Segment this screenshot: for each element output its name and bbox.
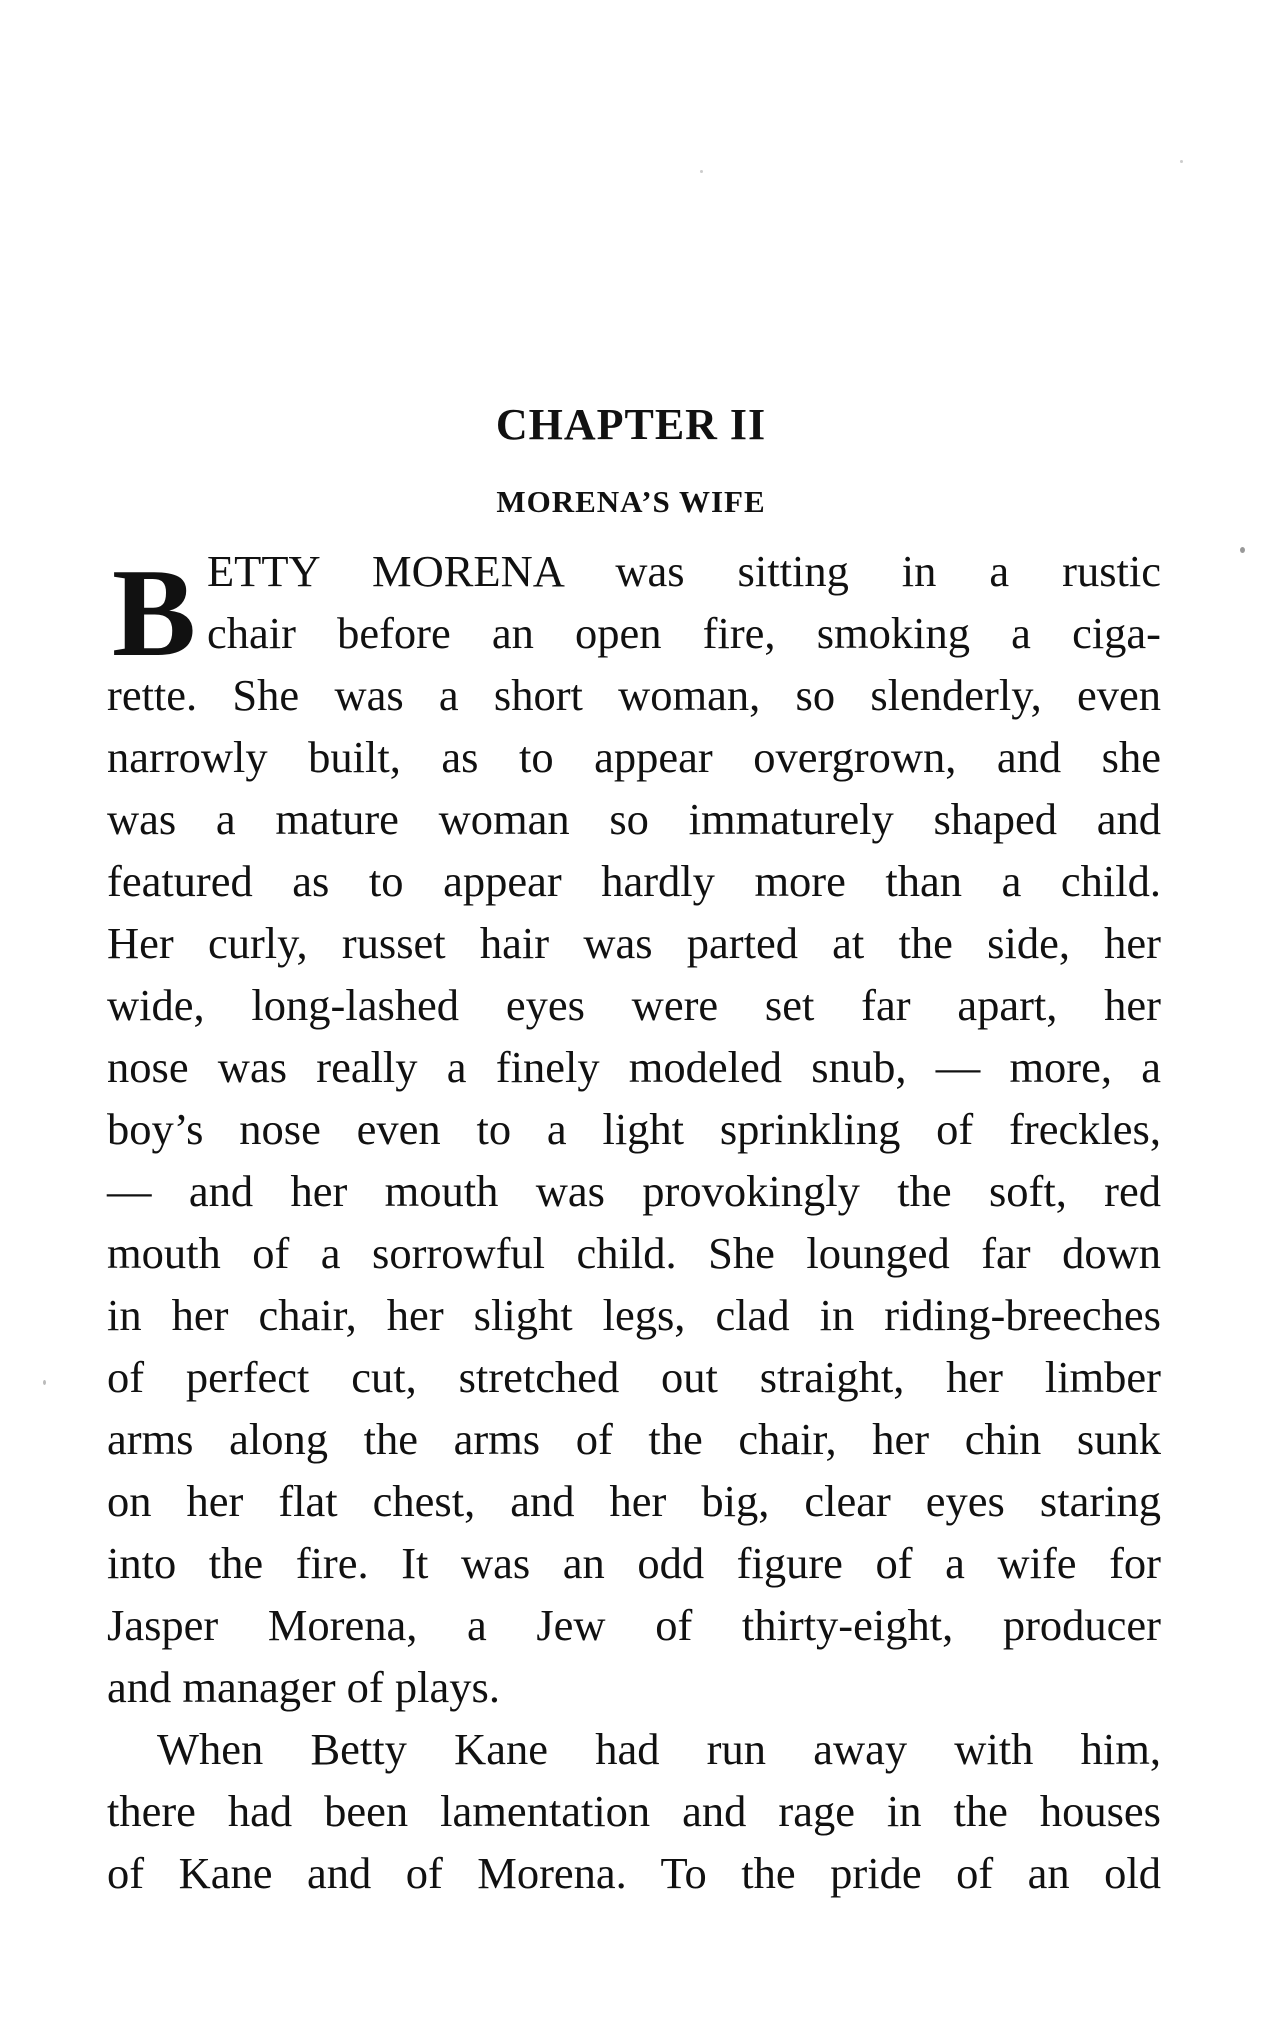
text-line: and manager of plays.	[107, 1662, 500, 1712]
text-line: was a mature woman so immaturely shaped and	[107, 794, 1161, 844]
text-line: of Kane and of Morena. To the pride of an old	[107, 1848, 1161, 1898]
text-line: ETTY MORENA was sitting in a rustic	[207, 546, 1161, 596]
chapter-title: MORENA’S WIFE	[496, 484, 766, 519]
text-line: there had been lamentation and rage in the houses	[107, 1786, 1161, 1836]
paper-speck	[1240, 547, 1245, 553]
text-line: Jasper Morena, a Jew of thirty-eight, producer	[107, 1600, 1161, 1650]
body-text	[107, 540, 1161, 1904]
text-line: wide, long-lashed eyes were set far apart, her	[107, 980, 1161, 1030]
text-line: in her chair, her slight legs, clad in riding-breeches	[107, 1290, 1161, 1340]
text-line: — and her mouth was provokingly the soft, red	[107, 1166, 1161, 1216]
text-line: chair before an open fire, smoking a ciga-	[207, 608, 1161, 658]
text-line: When Betty Kane had run away with him,	[157, 1724, 1161, 1774]
paragraph-1	[107, 540, 1161, 1718]
text-line: narrowly built, as to appear overgrown, and she	[107, 732, 1161, 782]
paragraph-2	[107, 1718, 1161, 1904]
text-line: on her flat chest, and her big, clear eyes staring	[107, 1476, 1161, 1526]
chapter-heading: CHAPTER II	[495, 400, 767, 449]
drop-cap: B	[112, 544, 197, 683]
text-line: into the fire. It was an odd figure of a wife for	[107, 1538, 1161, 1588]
paper-speck	[1180, 160, 1183, 163]
text-line: boy’s nose even to a light sprinkling of freckles,	[107, 1104, 1161, 1154]
text-line: featured as to appear hardly more than a child.	[107, 856, 1161, 906]
text-line: arms along the arms of the chair, her chin sunk	[107, 1414, 1161, 1464]
text-line: mouth of a sorrowful child. She lounged far down	[107, 1228, 1161, 1278]
text-line: of perfect cut, stretched out straight, her limber	[107, 1352, 1161, 1402]
text-line: rette. She was a short woman, so slenderly, even	[107, 670, 1161, 720]
paper-speck	[700, 170, 703, 173]
text-line: nose was really a finely modeled snub, — more, a	[107, 1042, 1161, 1092]
text-line: Her curly, russet hair was parted at the side, her	[107, 918, 1161, 968]
paper-speck	[43, 1380, 46, 1385]
